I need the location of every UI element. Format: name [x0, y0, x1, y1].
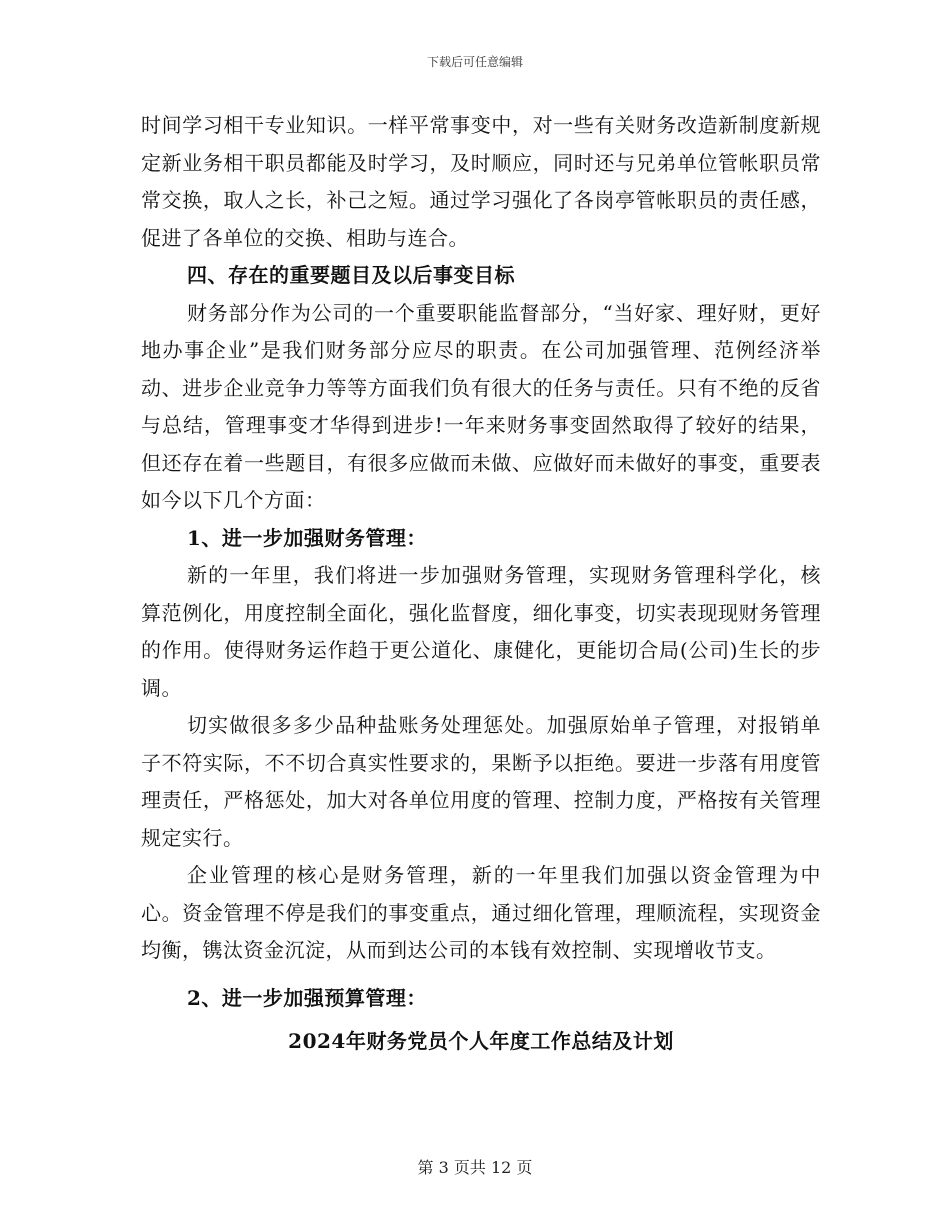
paragraph-new-year-plan: 新的一年里，我们将进一步加强财务管理，实现财务管理科学化，核算范例化，用度控制全面化，强化监督度，细化事变，切实表现现财务管理的作用。使得财务运作趋于更公道化、康健化，更能切合局(公司)生长的步调。 [141, 563, 821, 700]
document-body [141, 107, 821, 1061]
document-title: 2024年财务党员个人年度工作总结及计划 [288, 1029, 674, 1053]
paragraph-problems: 财务部分作为公司的一个重要职能监督部分，“当好家、理好财，更好地办事企业”是我们财务部分应尽的职责。在公司加强管理、范例经济举动、进步企业竞争力等等方面我们负有很大的任务与责任。只有不绝的反省与总结，管理事变才华得到进步!一年来财务事变固然取得了较好的结果，但还存在着一些题目，有很多应做而未做、应做好而未做好的事变，重要表如今以下几个方面： [141, 300, 821, 512]
section-heading-4: 四、存在的重要题目及以后事变目标 [187, 263, 515, 287]
subheading-budget-management: 2、进一步加强预算管理： [187, 985, 427, 1010]
page-number: 第 3 页共 12 页 [417, 1158, 533, 1177]
page-header: 下载后可任意编辑 [426, 55, 523, 69]
paragraph-fund-management: 企业管理的核心是财务管理，新的一年里我们加强以资金管理为中心。资金管理不停是我们的事变重点，通过细化管理，理顺流程，实现资金均衡，镌汰资金沉淀，从而到达公司的本钱有效控制、实现增收节支。 [141, 863, 821, 962]
paragraph-voucher-management: 切实做很多多少品种盐账务处理惩处。加强原始单子管理，对报销单子不符实际，不不切合真实性要求的，果断予以拒绝。要进一步落有用度管理责任，严格惩处，加大对各单位用度的管理、控制力度，严格按有关管理规定实行。 [141, 713, 821, 850]
paragraph-continued: 时间学习相干专业知识。一样平常事变中，对一些有关财务改造新制度新规定新业务相干职员都能及时学习，及时顺应，同时还与兄弟单位管帐职员常常交换，取人之长，补己之短。通过学习强化了各岗亭管帐职员的责任感，促进了各单位的交换、相助与连合。 [141, 113, 821, 250]
subheading-financial-management: 1、进一步加强财务管理： [187, 525, 427, 550]
